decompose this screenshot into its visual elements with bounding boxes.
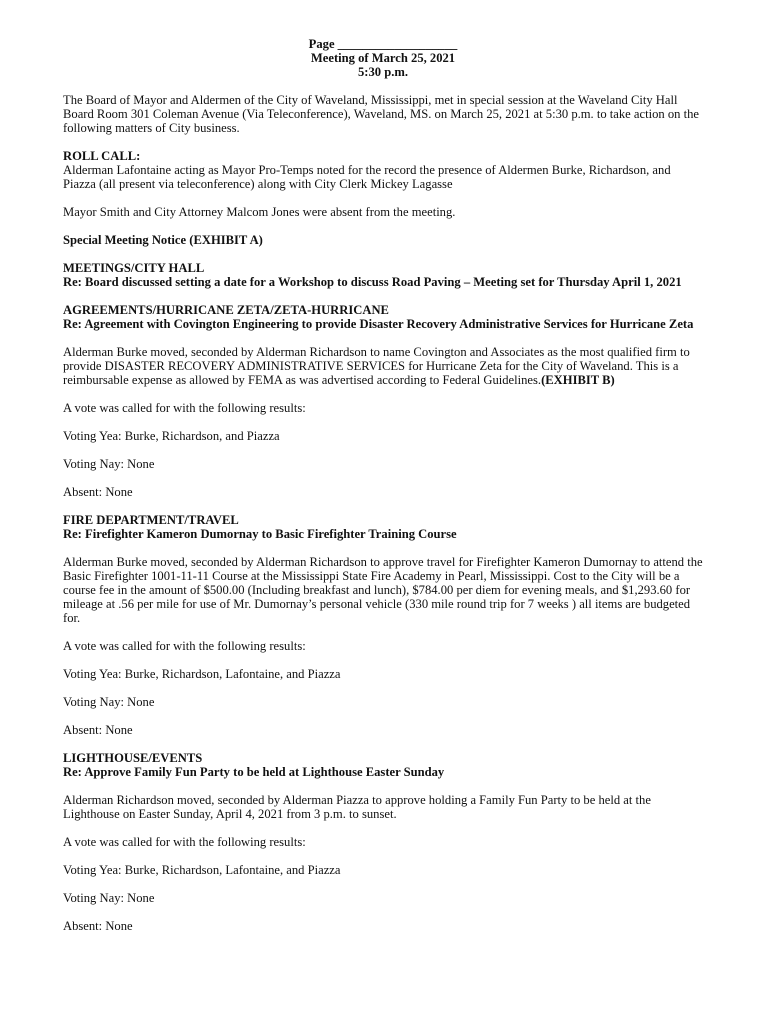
minutes-page [63,37,703,933]
fire-section [63,513,703,541]
roll-call-section [63,149,703,191]
agreements-vote-called: A vote was called for with the following results: [63,401,306,415]
lighthouse-motion: Alderman Richardson moved, seconded by Alderman Piazza to approve holding a Family Fun Party to be held at the Lighthouse on Easter Sunday, April 4, 2021 from 3 p.m. to sunset. [63,793,651,821]
fire-vote-nay: Voting Nay: None [63,695,155,709]
absent-officials: Mayor Smith and City Attorney Malcom Jones were absent from the meeting. [63,205,456,219]
meeting-time: 5:30 p.m. [357,65,409,79]
lighthouse-vote-yea: Voting Yea: Burke, Richardson, Lafontaine, and Piazza [63,863,341,877]
lighthouse-vote-called: A vote was called for with the following results: [63,835,306,849]
fire-heading: FIRE DEPARTMENT/TRAVEL [63,513,239,527]
document-header [63,37,703,79]
agreements-vote-yea: Voting Yea: Burke, Richardson, and Piazza [63,429,280,443]
lighthouse-section [63,751,703,779]
lighthouse-re: Re: Approve Family Fun Party to be held at Lighthouse Easter Sunday [63,765,445,779]
lighthouse-vote-nay: Voting Nay: None [63,891,155,905]
agreements-motion [63,345,703,387]
agreements-motion-text: Alderman Burke moved, seconded by Alderman Richardson to name Covington and Associates as the most qualified firm to provide DISASTER RECOVERY ADMINISTRATIVE SERVICES for Hurricane Zeta for the City of Waveland. This is a reimbursable expense as allowed by FEMA as was advertised according to Federal Guidelines. [63,345,690,387]
fire-re: Re: Firefighter Kameron Dumornay to Basic Firefighter Training Course [63,527,457,541]
meetings-heading: MEETINGS/CITY HALL [63,261,205,275]
agreements-vote-absent: Absent: None [63,485,133,499]
roll-call-heading: ROLL CALL: [63,149,141,163]
special-meeting-notice: Special Meeting Notice (EXHIBIT A) [63,233,263,247]
fire-vote-absent: Absent: None [63,723,133,737]
lighthouse-heading: LIGHTHOUSE/EVENTS [63,751,203,765]
fire-motion: Alderman Burke moved, seconded by Alderman Richardson to approve travel for Firefighter Kameron Dumornay to attend the Basic Firefighter 1001-11-11 Course at the Mississippi State Fire Academy in Pearl, Mississippi. Cost to the City will be a course fee in the amount of $500.00 (Including breakfast and lunch), $784.00 per diem for evening meals, and $1,293.60 for mileage at .56 per mile for use of Mr. Dumornay’s personal vehicle (330 mile round trip for 7 weeks ) all items are budgeted for. [63,555,703,625]
agreements-re: Re: Agreement with Covington Engineering to provide Disaster Recovery Administrative Services for Hurricane Zeta [63,317,694,331]
meeting-date: Meeting of March 25, 2021 [310,51,456,65]
page-number-line: Page ___________________ [308,37,458,51]
exhibit-b: (EXHIBIT B) [541,373,615,387]
intro-paragraph: The Board of Mayor and Aldermen of the City of Waveland, Mississippi, met in special session at the Waveland City Hall Board Room 301 Coleman Avenue (Via Teleconference), Waveland, MS. on March 25, 2021 at 5:30 p.m. to take action on the following matters of City business. [63,93,699,135]
fire-vote-called: A vote was called for with the following results: [63,639,306,653]
fire-vote-yea: Voting Yea: Burke, Richardson, Lafontaine, and Piazza [63,667,341,681]
agreements-heading: AGREEMENTS/HURRICANE ZETA/ZETA-HURRICANE [63,303,389,317]
agreements-vote-nay: Voting Nay: None [63,457,155,471]
lighthouse-vote-absent: Absent: None [63,919,133,933]
meetings-section [63,261,703,289]
agreements-section [63,303,703,331]
roll-call-text: Alderman Lafontaine acting as Mayor Pro-Temps noted for the record the presence of Aldermen Burke, Richardson, and Piazza (all present via teleconference) along with City Clerk Mickey Lagasse [63,163,671,191]
meetings-re: Re: Board discussed setting a date for a Workshop to discuss Road Paving – Meeting set for Thursday April 1, 2021 [63,275,682,289]
